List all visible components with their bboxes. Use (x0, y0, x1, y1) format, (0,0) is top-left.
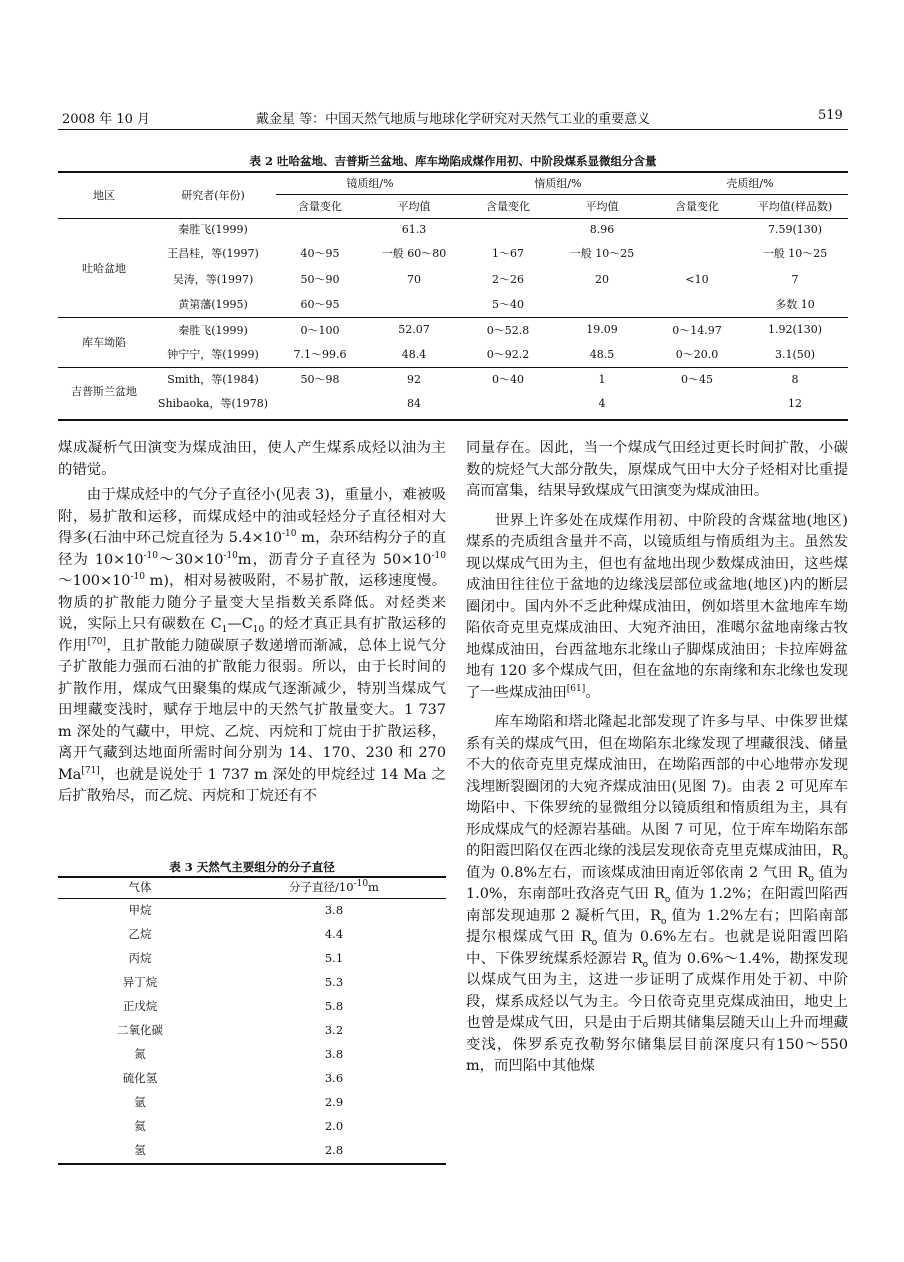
table-row (58, 391, 848, 415)
col-region-header: 地区 (93, 188, 115, 202)
table-row (58, 946, 446, 970)
paragraph: 煤成凝析气田演变为煤成油田，使人产生煤系成烃以油为主的错觉。 (58, 440, 446, 478)
col-gas-header: 气体 (128, 880, 152, 895)
value-cell: 一般 10～25 (569, 247, 635, 260)
value-cell: 61.3 (401, 222, 427, 236)
table-row (58, 994, 446, 1018)
value-cell: 0～40 (492, 373, 524, 387)
table-row (58, 317, 848, 342)
region-cell: 吐哈盆地 (82, 261, 126, 275)
col-diameter-header: 分子直径$/10^{-10}m$ (289, 879, 379, 895)
region-cell: 吉普斯兰盆地 (71, 385, 137, 399)
gas-cell: 氢 (134, 1143, 146, 1157)
value-cell: 1～67 (492, 247, 524, 260)
subheader-range: 含量变化 (675, 200, 719, 213)
value-cell (652, 391, 742, 415)
value-cell: 52.07 (398, 323, 430, 337)
subheader-average: 平均值 (585, 200, 619, 213)
value-cell: 0～14.97 (672, 323, 722, 337)
diameter-cell: 4.4 (324, 927, 344, 941)
diameter-cell: 2.0 (324, 1119, 344, 1133)
author-cell: Shibaoka，等(1978) (157, 397, 269, 410)
value-cell: 12 (788, 396, 802, 410)
gas-cell: 正戊烷 (122, 999, 158, 1013)
subheader-range: 含量变化 (486, 200, 530, 213)
table-row (58, 367, 848, 391)
value-cell: 一般 10～25 (762, 247, 828, 260)
header-title: 戴金星 等：中国天然气地质与地球化学研究对天然气工业的重要意义 (256, 112, 651, 127)
value-cell (652, 240, 742, 266)
value-cell: 7 (791, 272, 799, 286)
gas-cell: 二氧化碳 (117, 1023, 163, 1037)
author-cell: 秦胜飞(1999) (178, 223, 248, 237)
page-number: 519 (818, 108, 843, 123)
value-cell: 84 (407, 396, 421, 410)
table-row (58, 218, 848, 240)
value-cell (552, 292, 652, 317)
header-rule (58, 129, 848, 130)
value-cell: 1.92(130) (767, 323, 823, 337)
value-cell: 0～92.2 (486, 348, 530, 362)
value-cell: 48.4 (401, 347, 427, 361)
table-row (58, 1138, 446, 1162)
citation[interactable]: [70] (87, 636, 107, 647)
value-cell (364, 292, 464, 317)
table-row (58, 1066, 446, 1090)
left-column-text (58, 438, 446, 808)
table3-bottom-rule (58, 1163, 446, 1165)
subheader-average: 平均值 (397, 200, 431, 213)
col-author-header: 研究者(年份) (181, 188, 245, 202)
diameter-cell: 3.8 (324, 903, 344, 918)
value-cell: 50～90 (300, 273, 340, 286)
table-row (58, 266, 848, 292)
table-row (58, 1090, 446, 1114)
value-cell: 0～45 (681, 373, 713, 387)
value-cell (652, 292, 742, 317)
diameter-cell: 5.3 (324, 975, 344, 989)
table-row (58, 1018, 446, 1042)
value-cell: 19.09 (586, 323, 618, 337)
value-cell: 8.96 (589, 222, 615, 236)
table-row (58, 240, 848, 266)
author-cell: 秦胜飞(1999) (178, 323, 248, 337)
value-cell (464, 218, 552, 240)
paragraph: 世界上许多处在成煤作用初、中阶段的含煤盆地(地区)煤系的壳质组含量并不高，以镜质组与惰质组为主。虽然发现以煤成气田为主，但也有盆地出现少数煤成油田，这些煤成油田往往位于盆地的边缘浅层部位或盆地(地区)内的断层圈闭中。国内外不乏此种煤成油田，例如塔里木盆地库车坳陷依奇克里克煤成油田、大宛齐油田，准噶尔盆地南缘古牧地煤成油田，台西盆地东北缘山子脚煤成油田；卡拉库姆盆地有 120 多个煤成气田，但在盆地的东南缘和东北缘也发现了一些煤成油田[61]。 (466, 512, 848, 701)
diameter-cell: 2.8 (324, 1143, 344, 1157)
gas-cell: 乙烷 (128, 927, 152, 941)
value-cell (652, 218, 742, 240)
value-cell: 0～20.0 (675, 348, 719, 362)
citation[interactable]: [71] (81, 765, 100, 776)
subheader-range: 含量变化 (298, 200, 342, 213)
gas-cell: 丙烷 (128, 951, 152, 965)
table-row (58, 1114, 446, 1138)
diameter-cell: 3.6 (324, 1071, 344, 1085)
table2-caption: 表 2 吐哈盆地、吉普斯兰盆地、库车坳陷成煤作用初、中阶段煤系显微组分含量 (249, 154, 657, 168)
value-cell (276, 218, 364, 240)
value-cell: 1 (598, 372, 606, 386)
col-exinite-header: 壳质组/% (652, 172, 848, 194)
value-cell: 2～26 (492, 273, 524, 286)
col-inertinite-header: 惰质组/% (464, 172, 652, 194)
value-cell: 20 (595, 272, 609, 286)
value-cell: 0～100 (300, 323, 340, 337)
value-cell (464, 391, 552, 415)
diameter-cell: 3.8 (324, 1047, 344, 1061)
table2 (58, 172, 848, 415)
value-cell: 一般 60～80 (381, 247, 447, 260)
value-cell: 8 (791, 372, 799, 386)
table-row (58, 922, 446, 946)
header-date: 2008 年 10 月 (62, 112, 151, 127)
value-cell: 多数 10 (775, 298, 815, 312)
gas-cell: 氮 (134, 1047, 146, 1061)
value-cell: 5～40 (492, 298, 524, 312)
citation[interactable]: [61] (566, 683, 586, 694)
value-cell: 0～52.8 (486, 323, 530, 337)
author-cell: 王昌桂，等(1997) (167, 247, 259, 260)
author-cell: Smith，等(1984) (167, 373, 259, 387)
value-cell: 3.1(50) (774, 347, 816, 361)
gas-cell: 氦 (134, 1119, 146, 1133)
value-cell: <10 (685, 272, 709, 286)
table3-caption: 表 3 天然气主要组分的分子直径 (169, 860, 335, 874)
value-cell: 7.59(130) (767, 222, 823, 236)
author-cell: 钟宁宁，等(1999) (167, 348, 259, 362)
table3 (58, 877, 446, 1162)
col-vitrinite-header: 镜质组/% (276, 172, 464, 194)
value-cell: 48.5 (589, 347, 615, 361)
gas-cell: 异丁烷 (122, 975, 158, 989)
diameter-cell: 5.8 (324, 999, 344, 1013)
table2-bottom-rule (58, 419, 848, 421)
region-cell: 库车坳陷 (82, 336, 126, 349)
value-cell: 4 (598, 396, 606, 410)
value-cell: 60～95 (300, 298, 340, 312)
value-cell: 92 (407, 372, 421, 386)
diameter-cell: 3.2 (324, 1023, 344, 1037)
gas-cell: 硫化氢 (122, 1071, 158, 1085)
table-row (58, 970, 446, 994)
author-cell: 吴涛，等(1997) (172, 273, 254, 286)
table-row (58, 898, 446, 922)
value-cell (276, 391, 364, 415)
right-column-text (466, 438, 848, 1078)
author-cell: 黄第藩(1995) (178, 298, 248, 312)
value-cell: 7.1～99.6 (293, 348, 347, 362)
table-row (58, 1042, 446, 1066)
value-cell: 40～95 (300, 247, 340, 260)
subheader-average-samples: 平均值(样品数) (757, 200, 833, 213)
value-cell: 50～98 (300, 373, 340, 387)
paragraph: 由于煤成烃中的气分子直径小(见表 3)，重量小，难被吸附，易扩散和运移，而煤成烃中的油或轻烃分子直径相对大得多(石油中环己烷直径为 $5.4\times 10^{-10}$ m，杂环结构分子的直径为 $10\times 10^{-10}\sim 30\times 10^{-10}m$，沥青分子直径为 $50\times 10^{-10}$ $\sim 100\times 10^{-10}$ m)，相对易被吸附，不易扩散，运移速度慢。物质的扩散能力随分子量变大呈指数关系降低。对烃类来说，实际上只有碳数在 $C_1—C_{10}$ 的烃才真正具有扩散运移的作用[70]，且扩散能力随碳原子数递增而渐减，总体上说气分子扩散能力强而石油的扩散能力很弱。所以，由于长时间的扩散作用，煤成气田聚集的煤成气逐渐减少，特别当煤成气田埋藏变浅时，赋存于地层中的天然气扩散量变大。1 737 m 深处的气藏中，甲烷、乙烷、丙烷和丁烷由于扩散运移，离开气藏到达地面所需时间分别为 14、170、230 和 270 Ma[71]，也就是说处于 1 737 m 深处的甲烷经过 14 Ma 之后扩散殆尽，而乙烷、丙烷和丁烷还有不 (58, 487, 446, 804)
paragraph: 库车坳陷和塔北隆起北部发现了许多与早、中侏罗世煤系有关的煤成气田，但在坳陷东北缘发现了埋藏很浅、储量不大的依奇克里克煤成油田，在坳陷西部的中心地带亦发现浅埋断裂圈闭的大宛齐煤成油田(见图 7)。由表 2 可见库车坳陷中、下侏罗统的显微组分以镜质组和惰质组为主，具有形成煤成气的烃源岩基础。从图 7 可见，位于库车坳陷东部的阳霞凹陷仅在西北缘的浅层发现依奇克里克煤成油田，$R_o$ 值为 0.8%左右，而该煤成油田南近邻依南 2 气田 $R_o$ 值为 1.0%，东南部吐孜洛克气田 $R_o$ 值为 1.2%；在阳霞凹陷西南部发现迪那 2 凝析气田，$R_o$ 值为 1.2%左右；凹陷南部提尔根煤成气田 $R_o$ 值为 0.6%左右。也就是说阳霞凹陷中、下侏罗统煤系烃源岩 $R_o$ 值为 0.6%～1.4%，勘探发现以煤成气田为主，这进一步证明了成煤作用处于初、中阶段，煤系成烃以气为主。今日依奇克里克煤成油田，地史上也曾是煤成气田，只是由于后期其储集层随天山上升而埋藏变浅，侏罗系克孜勒努尔储集层目前深度只有150～550 m，而凹陷中其他煤 (466, 714, 849, 1074)
table-row (58, 342, 848, 367)
diameter-cell: 2.9 (324, 1095, 344, 1109)
table-row (58, 292, 848, 317)
paragraph: 同量存在。因此，当一个煤成气田经过更长时间扩散，小碳数的烷烃气大部分散失，原煤成气田中大分子烃相对比重提高而富集，结果导致煤成气田演变为煤成油田。 (466, 440, 848, 499)
gas-cell: 氩 (134, 1095, 146, 1109)
value-cell: 70 (407, 272, 421, 286)
gas-cell: 甲烷 (128, 903, 152, 918)
diameter-cell: 5.1 (324, 951, 344, 965)
